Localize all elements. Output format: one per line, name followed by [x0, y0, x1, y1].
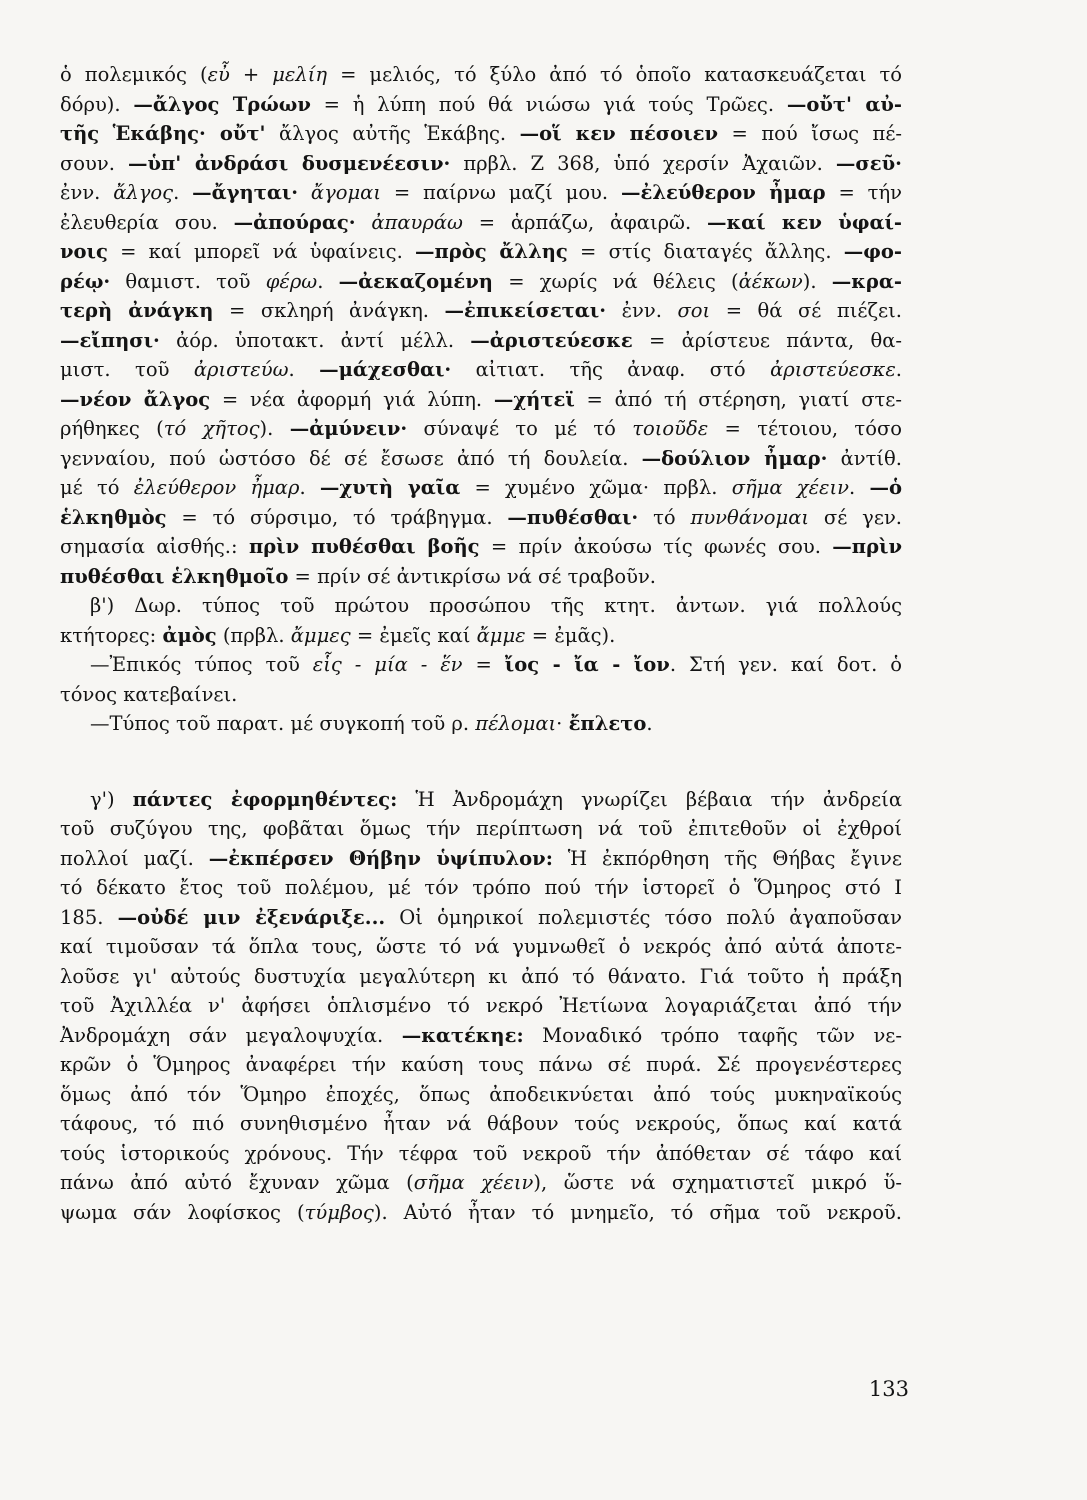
lemma-term: —ὁ — [869, 476, 902, 499]
lemma-term: —χήτεϊ — [493, 387, 575, 411]
lemma-term: —φο- — [843, 240, 903, 263]
text-line — [60, 532, 902, 562]
italic-word: ἀέκων — [738, 269, 803, 293]
text-run — [99, 122, 113, 145]
lemma-term: ἴος - ἴα - ἴον — [504, 653, 670, 676]
text-run: . Στή γεν. καί δοτ. ὁ — [669, 653, 902, 676]
text-run: ἀντίθ. — [827, 446, 902, 470]
text-line — [60, 149, 902, 179]
text-line — [60, 903, 902, 933]
text-run: —Ἐπικός τύπος τοῦ — [90, 653, 313, 676]
lemma-term: —δούλιον ἦμαρ· — [641, 446, 828, 470]
text-line — [60, 444, 902, 474]
text-run: = ἐμεῖς καί — [350, 623, 477, 647]
lemma-term: —πρὶν — [832, 535, 903, 558]
text-line — [60, 60, 902, 90]
lemma-term: πυθέσθαι ἑλκηθμοῖο — [60, 564, 289, 588]
lemma-term: ἔπλετο — [568, 712, 647, 735]
text-line — [60, 178, 902, 208]
text-line — [60, 473, 902, 503]
italic-word: πέλομαι — [475, 712, 557, 735]
text-run: σημασία αἰσθής.: — [60, 535, 249, 558]
lemma-term: —πυθέσθαι· — [507, 505, 639, 529]
text-run: = χυμένο χῶμα· πρβλ. — [460, 476, 732, 499]
lemma-term: —ἀμύνειν· — [289, 417, 408, 440]
lemma-term: —κατέκηε: — [401, 1023, 524, 1047]
text-run: = ἀπό τή στέρηση, γιατί στε- — [574, 387, 902, 411]
italic-word: ἀριστεύω — [193, 358, 289, 381]
text-run: τό δέκατο ἔτος τοῦ πολέμου, μέ τόν τρόπο πού τήν ἱστορεῖ ὁ Ὅμηρος στό Ι — [60, 876, 902, 899]
lemma-term: ἑλκηθμὸς — [60, 505, 167, 529]
italic-word: τύμβος — [304, 1200, 374, 1224]
page-number: 133 — [868, 1377, 909, 1401]
text-line — [60, 355, 902, 385]
text-run: ). — [802, 269, 832, 293]
text-line — [60, 503, 902, 533]
lemma-term: —ἀεκαζομένη — [338, 269, 493, 293]
lemma-term: —ἐκπέρσεν Θήβην ὑψίπυλον: — [208, 846, 553, 870]
text-line — [60, 1168, 902, 1198]
text-run: ψωμα σάν λοφίσκος ( — [60, 1200, 305, 1224]
text-line — [60, 650, 902, 680]
text-run: = ἁρπάζω, ἀφαιρῶ. — [462, 210, 707, 234]
italic-word: σοι — [677, 299, 711, 322]
text-run: = ἀρίστευε πάντα, θα- — [632, 328, 902, 352]
text-run: Οἱ ὁμηρικοί πολεμιστές τόσο πολύ ἀγαποῦσαν — [385, 905, 902, 929]
text-run: = παίρνω μαζί μου. — [380, 181, 621, 204]
lemma-term: τερὴ ἀνάγκη — [60, 299, 214, 322]
text-line — [60, 1198, 902, 1228]
italic-word: τοιοῦδε — [632, 417, 709, 440]
text-run: πολλοί μαζί. — [60, 846, 209, 870]
lemma-term: τῆς — [60, 122, 100, 145]
italic-word: ἀριστεύεσκε — [770, 358, 896, 381]
text-run: μιστ. τοῦ — [60, 358, 194, 381]
italic-word: ἄμμες — [290, 623, 351, 647]
text-run: ἐλευθερία σου. — [60, 210, 234, 234]
text-run: ἐνν. — [606, 299, 678, 322]
text-run: = τέτοιου, τόσο — [708, 417, 902, 440]
text-line — [60, 326, 902, 356]
text-run: θαμιστ. τοῦ — [110, 269, 266, 293]
paragraph-gap — [60, 739, 902, 785]
text-run: τούς ἱστορικούς χρόνους. Τήν τέφρα τοῦ νεκροῦ τήν ἀπόθεταν σέ τάφο καί — [60, 1141, 902, 1165]
text-run: πρβλ. Ζ 368, ὑπό χερσίν Ἀχαιῶν. — [450, 151, 836, 175]
text-line — [60, 680, 902, 710]
text-run: 185. — [60, 905, 118, 929]
text-run: πάνω ἀπό αὐτό ἔχυναν χῶμα ( — [60, 1171, 414, 1194]
text-run: τό — [638, 505, 691, 529]
lemma-term: —κρα- — [831, 269, 902, 293]
text-run: ), ὥστε νά σχηματιστεῖ μικρό ὕ- — [533, 1171, 903, 1194]
text-run: . — [299, 476, 320, 499]
text-line — [60, 562, 902, 592]
text-run: τόνος κατεβαίνει. — [60, 682, 238, 706]
text-run: Ἡ ἐκπόρθηση τῆς Θήβας ἔγινε — [552, 846, 903, 870]
italic-word: ἀπαυράω — [371, 210, 463, 234]
lemma-term: —οὐδέ μιν ἐξενάριξε... — [117, 905, 386, 929]
lemma-term: —ἀριστεύεσκε — [470, 328, 633, 352]
text-line — [60, 1080, 902, 1110]
text-line — [60, 90, 902, 120]
lemma-term: —εἴπησι· — [60, 328, 160, 352]
text-line — [60, 237, 902, 267]
lemma-term: Ἑκάβης· οὔτ' — [112, 122, 266, 145]
text-line — [60, 1139, 902, 1169]
text-run: = ἐμᾶς). — [525, 623, 616, 647]
lemma-term: —ὑπ' ἀνδράσι δυσμενέεσιν· — [128, 151, 451, 175]
text-run: γενναίου, πού ὡστόσο δέ σέ ἔσωσε ἀπό τή δουλεία. — [60, 446, 642, 470]
text-run: = στίς διαταγές ἄλλης. — [567, 240, 844, 263]
text-run: κρῶν ὁ Ὅμηρος ἀναφέρει τήν καύση τους πάνω σέ πυρά. Σέ προγενέστερες — [60, 1053, 902, 1076]
text-run: Μοναδικό τρόπο ταφῆς τῶν νε- — [523, 1023, 902, 1047]
text-line — [60, 873, 902, 903]
text-run: μέ τό — [60, 476, 134, 499]
text-line — [60, 591, 902, 621]
text-run: = σκληρή ἀνάγκη. — [213, 299, 445, 322]
text-line — [60, 414, 902, 444]
italic-word: σῆμα χέειν — [731, 476, 850, 499]
text-run: = πού ἴσως πέ- — [718, 122, 903, 145]
text-run: = πρίν ἀκούσω τίς φωνές σου. — [479, 535, 833, 558]
text-run: τοῦ Ἀχιλλέα ν' ἀφήσει ὁπλισμένο τό νεκρό Ἠετίωνα λογαριάζεται ἀπό τήν — [60, 994, 902, 1017]
text-run: β') Δωρ. τύπος τοῦ πρώτου προσώπου τῆς κτητ. ἀντων. γιά πολλούς — [90, 594, 902, 617]
text-line — [60, 814, 902, 844]
italic-word: ἄμμε — [476, 623, 526, 647]
text-run: κτήτορες: — [60, 623, 163, 647]
text-run: = νέα ἀφορμή γιά λύπη. — [210, 387, 494, 411]
text-run: δόρυ). — [60, 92, 134, 116]
lemma-term: ἀμὸς — [162, 623, 217, 647]
lemma-term: —νέον ἄλγος — [60, 387, 211, 411]
text-run: αἰτιατ. τῆς ἀναφ. στό — [451, 358, 771, 381]
italic-word: ἐλεύθερον ἦμαρ — [133, 476, 300, 499]
lemma-term: πρὶν πυθέσθαι βοῆς — [248, 535, 480, 558]
text-run: . — [849, 476, 870, 499]
text-line — [60, 1109, 902, 1139]
text-run: Ἡ Ἀνδρομάχη γνωρίζει βέβαια τήν ἀνδρεία — [397, 787, 902, 811]
text-run: = θά σέ πιέζει. — [710, 299, 902, 322]
italic-word: πυνθάνομαι — [690, 505, 810, 529]
lemma-term: —χυτὴ γαῖα — [319, 476, 461, 499]
text-run: καί τιμοῦσαν τά ὅπλα τους, ὥστε τό νά γυμνωθεῖ ὁ νεκρός ἀπό αὐτά ἀποτε- — [60, 935, 902, 958]
lemma-term: —πρὸς ἄλλης — [414, 240, 568, 263]
text-run: σύναψέ το μέ τό — [407, 417, 633, 440]
text-line — [60, 962, 902, 992]
text-line — [60, 208, 902, 238]
text-run: = τό σύρσιμο, τό τράβηγμα. — [166, 505, 508, 529]
lemma-term: —ἐλεύθερον ἦμαρ — [620, 181, 826, 204]
lemma-term: —μάχεσθαι· — [319, 358, 452, 381]
italic-word: εἷς - μία - ἕν — [312, 653, 463, 676]
text-run: ἄλγος αὐτῆς Ἑκάβης. — [265, 122, 520, 145]
text-run: τοῦ συζύγου της, φοβᾶται ὅμως τήν περίπτωση νά τοῦ ἐπιτεθοῦν οἱ ἐχθροί — [60, 817, 902, 840]
text-run: = ἡ λύπη πού θά νιώσω γιά τούς Τρῶες. — [310, 92, 787, 116]
text-run: ἀόρ. ὑποτακτ. ἀντί μέλλ. — [159, 328, 471, 352]
text-run: = — [462, 653, 505, 676]
italic-word: ἄλγος — [113, 181, 174, 204]
text-run: . — [288, 358, 320, 381]
text-run: ). — [259, 417, 290, 440]
text-run: Ἀνδρομάχη σάν μεγαλοψυχία. — [60, 1023, 402, 1047]
text-line — [60, 267, 902, 297]
text-run: λοῦσε γι' αὐτούς δυστυχία μεγαλύτερη κι ἀπό τό θάνατο. Γιά τοῦτο ἡ πράξη — [60, 964, 902, 988]
text-run: γ') — [90, 787, 133, 811]
text-run: σέ γεν. — [809, 505, 902, 529]
lemma-term: —ἄλγος Τρώων — [133, 92, 311, 116]
text-run — [356, 211, 372, 234]
text-run: . — [173, 181, 193, 204]
text-run: —Τύπος τοῦ παρατ. μέ συγκοπή τοῦ ρ. — [90, 712, 476, 735]
text-run: . — [895, 358, 902, 381]
italic-word: εὖ + μελίη — [207, 63, 328, 86]
text-run: = πρίν σέ ἀντικρίσω νά σέ τραβοῦν. — [288, 564, 656, 588]
text-run: ρήθηκες ( — [60, 417, 164, 440]
italic-word: ἄγομαι — [310, 181, 381, 204]
text-line — [60, 385, 902, 415]
text-run: = τήν — [825, 181, 902, 204]
lemma-term: —οὔτ' αὐ- — [786, 92, 903, 116]
text-line — [60, 621, 902, 651]
text-line — [60, 991, 902, 1021]
text-run: · — [556, 712, 569, 735]
text-line — [60, 119, 902, 149]
lemma-term: —ἐπικείσεται· — [444, 299, 607, 322]
text-line — [60, 844, 902, 874]
text-run: ὅμως ἀπό τόν Ὅμηρο ἐποχές, ὅπως ἀποδεικνύεται ἀπό τούς μυκηναϊκούς — [60, 1082, 902, 1106]
lemma-term: —οἵ κεν πέσοιεν — [519, 122, 719, 145]
text-run — [298, 181, 311, 204]
text-run: ὁ πολεμικός ( — [60, 63, 208, 86]
lemma-term: ρέῳ· — [60, 269, 111, 293]
text-line — [60, 785, 902, 815]
text-run: ἐνν. — [60, 181, 114, 204]
lemma-term: πάντες ἐφορμηθέντες: — [132, 787, 398, 811]
text-line — [60, 1021, 902, 1051]
italic-word: σῆμα χέειν — [413, 1171, 534, 1194]
text-line — [60, 709, 902, 739]
lemma-term: —ἄγηται· — [192, 181, 299, 204]
italic-word: τό χῆτος — [163, 417, 260, 440]
lemma-term: —ἀπούρας· — [233, 210, 356, 234]
text-run: = χωρίς νά θέλεις ( — [492, 269, 739, 293]
text-run: σουν. — [60, 151, 128, 175]
lemma-term: νοις — [60, 240, 108, 263]
text-run: ). Αὐτό ἦταν τό μνημεῖο, τό σῆμα τοῦ νεκροῦ. — [373, 1200, 902, 1224]
lemma-term: —σεῦ· — [835, 151, 902, 175]
text-run: = καί μπορεῖ νά ὑφαίνεις. — [107, 240, 415, 263]
text-run: . — [646, 712, 653, 735]
commentary-text — [60, 60, 902, 1227]
text-run: τάφους, τό πιό συνηθισμένο ἦταν νά θάβουν τούς νεκρούς, ὅπως καί κατά — [60, 1112, 902, 1135]
lemma-term: —καί κεν ὑφαί- — [706, 210, 903, 234]
text-line — [60, 932, 902, 962]
text-line — [60, 1050, 902, 1080]
text-run: = μελιός, τό ξύλο ἀπό τό ὁποῖο κατασκευάζεται τό — [327, 63, 902, 86]
text-run: (πρβλ. — [216, 623, 291, 647]
text-run: . — [317, 269, 339, 293]
text-line — [60, 296, 902, 326]
italic-word: φέρω — [265, 269, 318, 293]
